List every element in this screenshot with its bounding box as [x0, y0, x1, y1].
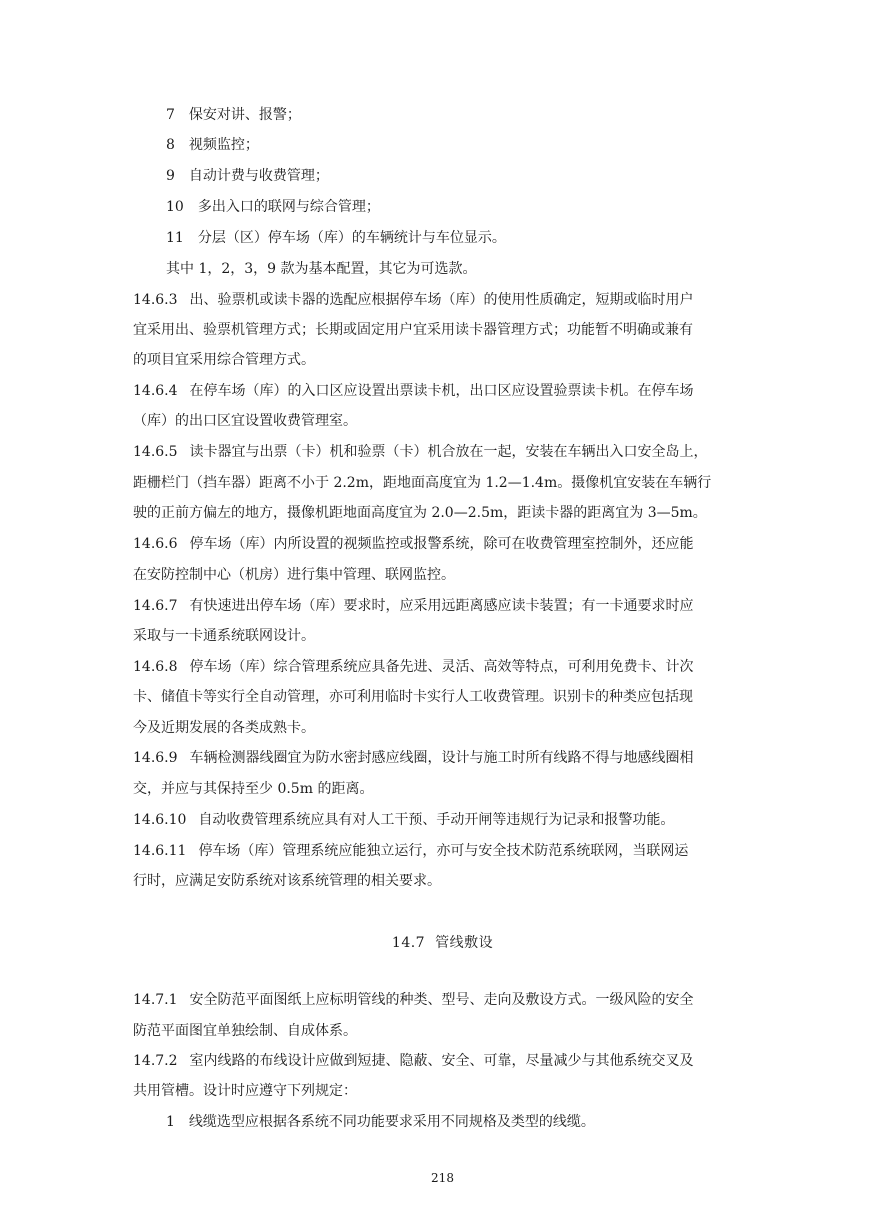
clause-text: 有快速进出停车场（库）要求时，应采用远距离感应读卡装置；有一卡通要求时应 [189, 598, 694, 614]
clause-line: 共用管槽。设计时应遵守下列规定： [133, 1083, 357, 1099]
clause-first-line [133, 534, 694, 554]
clause-number: 14.6.3 [133, 292, 178, 308]
clause-line: 今及近期发展的各类成熟卡。 [133, 720, 315, 736]
list-item-text: 自动计费与收费管理； [188, 168, 329, 184]
list-item-text: 线缆选型应根据各系统不同功能要求采用不同规格及类型的线缆。 [188, 1114, 595, 1130]
clause-text: 停车场（库）内所设置的视频监控或报警系统，除可在收费管理室控制外，还应能 [189, 536, 694, 552]
clause-first-line [133, 990, 694, 1010]
clause-line: 采取与一卡通系统联网设计。 [133, 628, 315, 644]
clause-number: 14.6.6 [133, 536, 178, 552]
clause-text: 车辆检测器线圈宜为防水密封感应线圈，设计与施工时所有线路不得与地感线圈相 [189, 750, 694, 766]
clause-line: 卡、储值卡等实行全自动管理，亦可利用临时卡实行人工收费管理。识别卡的种类应包括现 [133, 689, 693, 705]
clause-number: 14.6.7 [133, 598, 178, 614]
list-item-text: 保安对讲、报警； [188, 107, 301, 123]
clause-number: 14.6.10 [133, 812, 187, 828]
clause-line: 行时，应满足安防系统对该系统管理的相关要求。 [133, 873, 441, 889]
list-item [166, 1112, 595, 1132]
clause-number: 14.6.5 [133, 444, 178, 460]
clause-number: 14.6.4 [133, 383, 178, 399]
clause-text: 自动收费管理系统应具有对人工干预、手动开闸等违规行为记录和报警功能。 [198, 812, 675, 828]
list-item [166, 105, 301, 125]
clause-number: 14.6.11 [133, 843, 187, 859]
list-item-number: 10 [166, 199, 184, 215]
clause-first-line [133, 1051, 694, 1071]
section-heading-number: 14.7 [391, 935, 426, 951]
list-item [166, 166, 329, 186]
list-item [166, 197, 380, 217]
clause-line: 交，并应与其保持至少 0.5m 的距离。 [133, 781, 374, 797]
list-item-number: 8 [166, 137, 175, 153]
clause-text: 读卡器宜与出票（卡）机和验票（卡）机合放在一起，安装在车辆出入口安全岛上， [189, 444, 708, 460]
page-number: 218 [431, 1171, 454, 1185]
clause-first-line [133, 748, 694, 768]
clause-first-line [133, 596, 694, 616]
section-heading [0, 933, 885, 953]
clause-text: 停车场（库）管理系统应能独立运行，亦可与安全技术防范系统联网，当联网运 [198, 843, 689, 859]
clause-number: 14.7.2 [133, 1053, 178, 1069]
clause-first-line [133, 810, 674, 830]
list-item-number: 1 [166, 1114, 175, 1130]
list-item-text: 多出入口的联网与综合管理； [197, 199, 380, 215]
list-item [166, 228, 506, 248]
list-item [166, 135, 259, 155]
clause-number: 14.6.9 [133, 750, 178, 766]
clause-line: （库）的出口区宜设置收费管理室。 [133, 413, 357, 429]
list-item-number: 9 [166, 168, 175, 184]
clause-first-line [133, 442, 708, 462]
section-heading-title: 管线敷设 [435, 935, 494, 951]
clause-text: 停车场（库）综合管理系统应具备先进、灵活、高效等特点，可利用免费卡、计次 [189, 659, 694, 675]
clause-text: 室内线路的布线设计应做到短捷、隐蔽、安全、可靠，尽量减少与其他系统交叉及 [189, 1053, 694, 1069]
configuration-note: 其中 1，2，3，9 款为基本配置，其它为可选款。 [166, 261, 477, 277]
list-item-text: 视频监控； [188, 137, 259, 153]
clause-number: 14.6.8 [133, 659, 178, 675]
clause-first-line [133, 290, 694, 310]
clause-line: 防范平面图宜单独绘制、自成体系。 [133, 1023, 357, 1039]
list-item-text: 分层（区）停车场（库）的车辆统计与车位显示。 [197, 230, 506, 246]
clause-first-line [133, 657, 694, 677]
clause-text: 安全防范平面图纸上应标明管线的种类、型号、走向及敷设方式。一级风险的安全 [189, 992, 694, 1008]
clause-text: 在停车场（库）的入口区应设置出票读卡机，出口区应设置验票读卡机。在停车场 [189, 383, 694, 399]
clause-line: 在安防控制中心（机房）进行集中管理、联网监控。 [133, 567, 455, 583]
clause-number: 14.7.1 [133, 992, 178, 1008]
list-item-number: 11 [166, 230, 184, 246]
list-item-number: 7 [166, 107, 175, 123]
clause-line: 驶的正前方偏左的地方，摄像机距地面高度宜为 2.0—2.5m，距读卡器的距离宜为 3—5m。 [133, 505, 707, 521]
clause-line: 的项目宜采用综合管理方式。 [133, 352, 315, 368]
clause-line: 宜采用出、验票机管理方式；长期或固定用户宜采用读卡器管理方式；功能暂不明确或兼有 [133, 322, 693, 338]
clause-text: 出、验票机或读卡器的选配应根据停车场（库）的使用性质确定，短期或临时用户 [189, 292, 694, 308]
clause-line: 距栅栏门（挡车器）距离不小于 2.2m，距地面高度宜为 1.2—1.4m。摄像机宜安装在车辆行 [133, 475, 712, 491]
clause-first-line [133, 841, 688, 861]
clause-first-line [133, 381, 694, 401]
